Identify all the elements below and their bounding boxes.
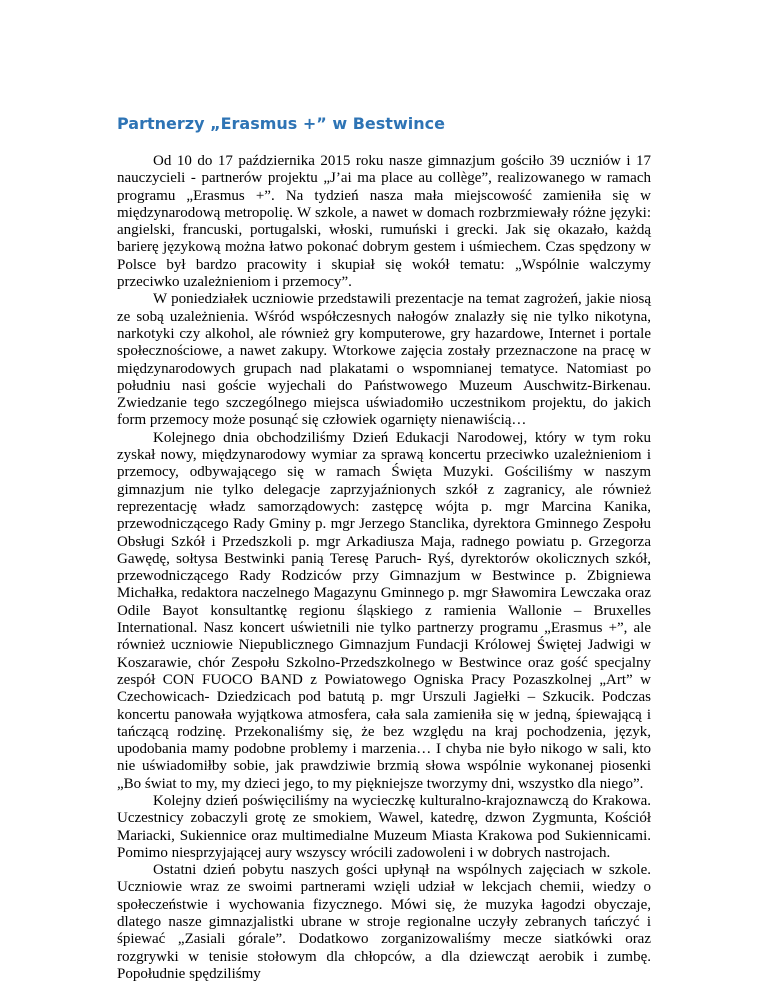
- document-body: [117, 153, 651, 983]
- paragraph: Kolejnego dnia obchodziliśmy Dzień Edukacji Narodowej, który w tym roku zyskał nowy, międzynarodowy wymiar za sprawą koncertu przeciwko uzależnieniom i przemocy, odbywającego się w ramach Święta Muzyki. Gościliśmy w naszym gimnazjum nie tylko delegacje zaprzyjaźnionych szkół z zagranicy, ale również reprezentację władz samorządowych: zastępcę wójta p. mgr Marcina Kanika, przewodniczącego Rady Gminy p. mgr Jerzego Stanclika, dyrektora Gminnego Zespołu Obsługi Szkół i Przedszkoli p. mgr Arkadiusza Maja, radnego powiatu p. Grzegorza Gawędę, sołtysa Bestwinki panią Teresę Paruch- Ryś, dyrektorów okolicznych szkół, przewodniczącego Rady Rodziców przy Gimnazjum w Bestwince p. Zbigniewa Michałka, redaktora naczelnego Magazynu Gminnego p. mgr Sławomira Lewczaka oraz Odile Bayot konsultantkę regionu śląskiego z ramienia Wallonie – Bruxelles International. Nasz koncert uświetnili nie tylko partnerzy programu „Erasmus +”, ale również uczniowie Niepublicznego Gimnazjum Fundacji Królowej Świętej Jadwigi w Koszarawie, chór Zespołu Szkolno-Przedszkolnego w Bestwince oraz gość specjalny zespół CON FUOCO BAND z Powiatowego Ogniska Pracy Pozaszkolnej „Art” w Czechowicach- Dziedzicach pod batutą p. mgr Urszuli Jagiełki – Szkucik. Podczas koncertu panowała wyjątkowa atmosfera, cała sala zamieniła się w jedną, śpiewającą i tańczącą rodzinę. Przekonaliśmy się, że bez względu na kraj pochodzenia, język, upodobania mamy podobne problemy i marzenia… I chyba nie było nikogo w sali, kto nie uświadomiłby sobie, jak prawdziwie brzmią słowa wspólnie wykonanej piosenki „Bo świat to my, my dzieci jego, to my piękniejsze tworzymy dni, wszystko dla niego”.: [117, 429, 651, 792]
- paragraph: Kolejny dzień poświęciliśmy na wycieczkę kulturalno-krajoznawczą do Krakowa. Uczestnicy zobaczyli grotę ze smokiem, Wawel, katedrę, dzwon Zygmunta, Kościół Mariacki, Sukiennice oraz multimedialne Muzeum Miasta Krakowa pod Sukiennicami. Pomimo niesprzyjającej aury wszyscy wrócili zadowoleni i w dobrych nastrojach.: [117, 792, 651, 861]
- paragraph: Od 10 do 17 października 2015 roku nasze gimnazjum gościło 39 uczniów i 17 nauczycieli - partnerów projektu „J’ai ma place au collège”, realizowanego w ramach programu „Erasmus +”. Na tydzień nasza mała miejscowość zamieniła się w międzynarodową metropolię. W szkole, a nawet w domach rozbrzmiewały różne języki: angielski, francuski, portugalski, włoski, rumuński i grecki. Jak się okazało, każdą barierę językową można łatwo pokonać dobrym gestem i uśmiechem. Czas spędzony w Polsce był bardzo pracowity i skupiał się wokół tematu: „Wspólnie walczymy przeciwko uzależnieniom i przemocy”.: [117, 153, 651, 291]
- paragraph: W poniedziałek uczniowie przedstawili prezentacje na temat zagrożeń, jakie niosą ze sobą uzależnienia. Wśród współczesnych nałogów znalazły się nie tylko nikotyna, narkotyki czy alkohol, ale również gry komputerowe, gry hazardowe, Internet i portale społecznościowe, a nawet zakupy. Wtorkowe zajęcia zostały przeznaczone na pracę w międzynarodowych grupach nad plakatami o wspomnianej tematyce. Natomiast po południu nasi goście wyjechali do Państwowego Muzeum Auschwitz-Birkenau. Zwiedzanie tego szczególnego miejsca uświadomiło uczestnikom projektu, do jakich form przemocy może posunąć się człowiek ogarnięty nienawiścią…: [117, 291, 651, 429]
- paragraph: Ostatni dzień pobytu naszych gości upłynął na wspólnych zajęciach w szkole. Uczniowie wraz ze swoimi partnerami wzięli udział w lekcjach chemii, wiedzy o społeczeństwie i wychowania fizycznego. Mówi się, że muzyka łagodzi obyczaje, dlatego nasze gimnazjalistki ubrane w stroje regionalne uczyły zebranych tańczyć i śpiewać „Zasiali górale”. Dodatkowo zorganizowaliśmy mecze siatkówki oraz rozgrywki w tenisie stołowym dla chłopców, a dla dziewcząt aerobik i zumbę. Popołudnie spędziliśmy: [117, 862, 651, 982]
- document-title: Partnerzy „Erasmus +” w Bestwince: [117, 114, 445, 133]
